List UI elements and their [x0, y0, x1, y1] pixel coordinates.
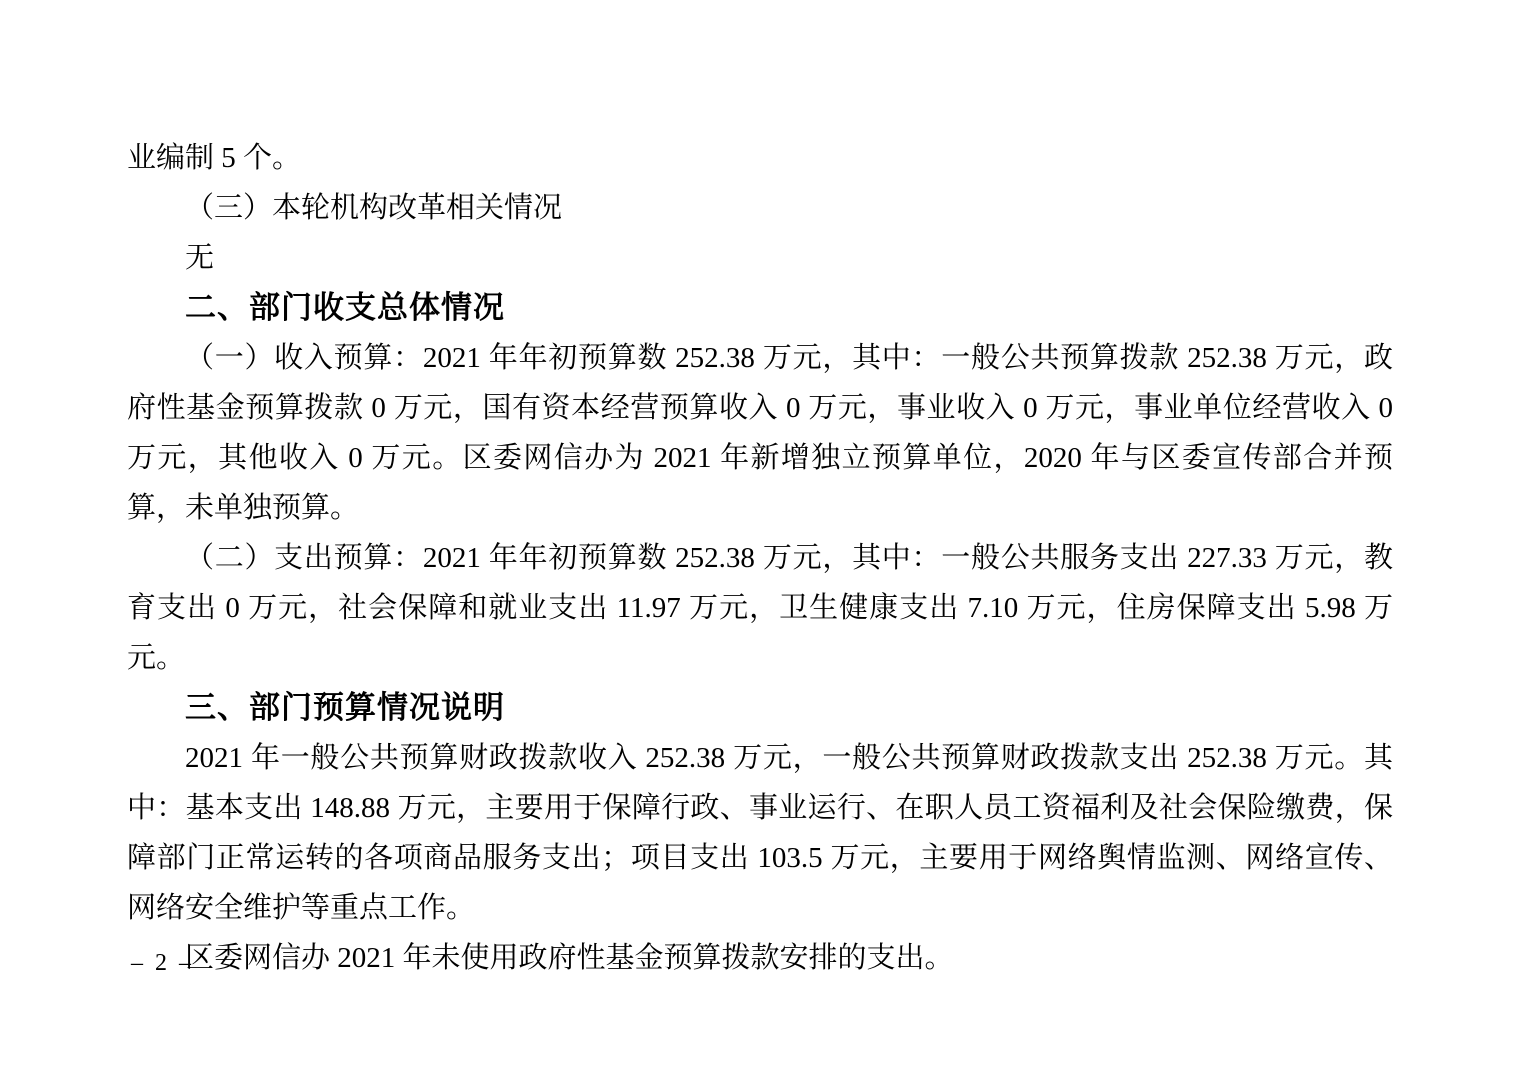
paragraph-expenditure-budget: （二）支出预算：2021 年年初预算数 252.38 万元，其中：一般公共服务支出 227.33 万元，教育支出 0 万元，社会保障和就业支出 11.97 万元，卫生健康支出 7.10 万元，住房保障支出 5.98 万元。 [127, 542, 1393, 674]
heading-section-2-revenue-expenditure-overview: 二、部门收支总体情况 [185, 290, 505, 325]
heading-section-3-budget-explanation: 三、部门预算情况说明 [185, 690, 505, 725]
paragraph-income-budget: （一）收入预算：2021 年年初预算数 252.38 万元，其中：一般公共预算拨款 252.38 万元，政府性基金预算拨款 0 万元，国有资本经营预算收入 0 万元，事业收入 0 万元，事业单位经营收入 0 万元，其他收入 0 万元。区委网信办为 2021 年新增独立预算单位，2020 年与区委宣传部合并预算，未单独预算。 [127, 342, 1393, 524]
paragraph-government-fund-note: 区委网信办 2021 年未使用政府性基金预算拨款安排的支出。 [185, 942, 954, 974]
paragraph-staffing-continuation: 业编制 5 个。 [127, 142, 302, 174]
paragraph-fiscal-appropriation-detail: 2021 年一般公共预算财政拨款收入 252.38 万元，一般公共预算财政拨款支出 252.38 万元。其中：基本支出 148.88 万元，主要用于保障行政、事业运行、在职人员工资福利及社会保险缴费，保障部门正常运转的各项商品服务支出；项目支出 103.5 万元，主要用于网络舆情监测、网络宣传、网络安全维护等重点工作。 [127, 742, 1393, 924]
subheading-institutional-reform: （三）本轮机构改革相关情况 [185, 192, 563, 224]
page-number: – 2 – [131, 950, 194, 976]
page-content [127, 133, 1393, 983]
paragraph-none: 无 [185, 242, 215, 274]
